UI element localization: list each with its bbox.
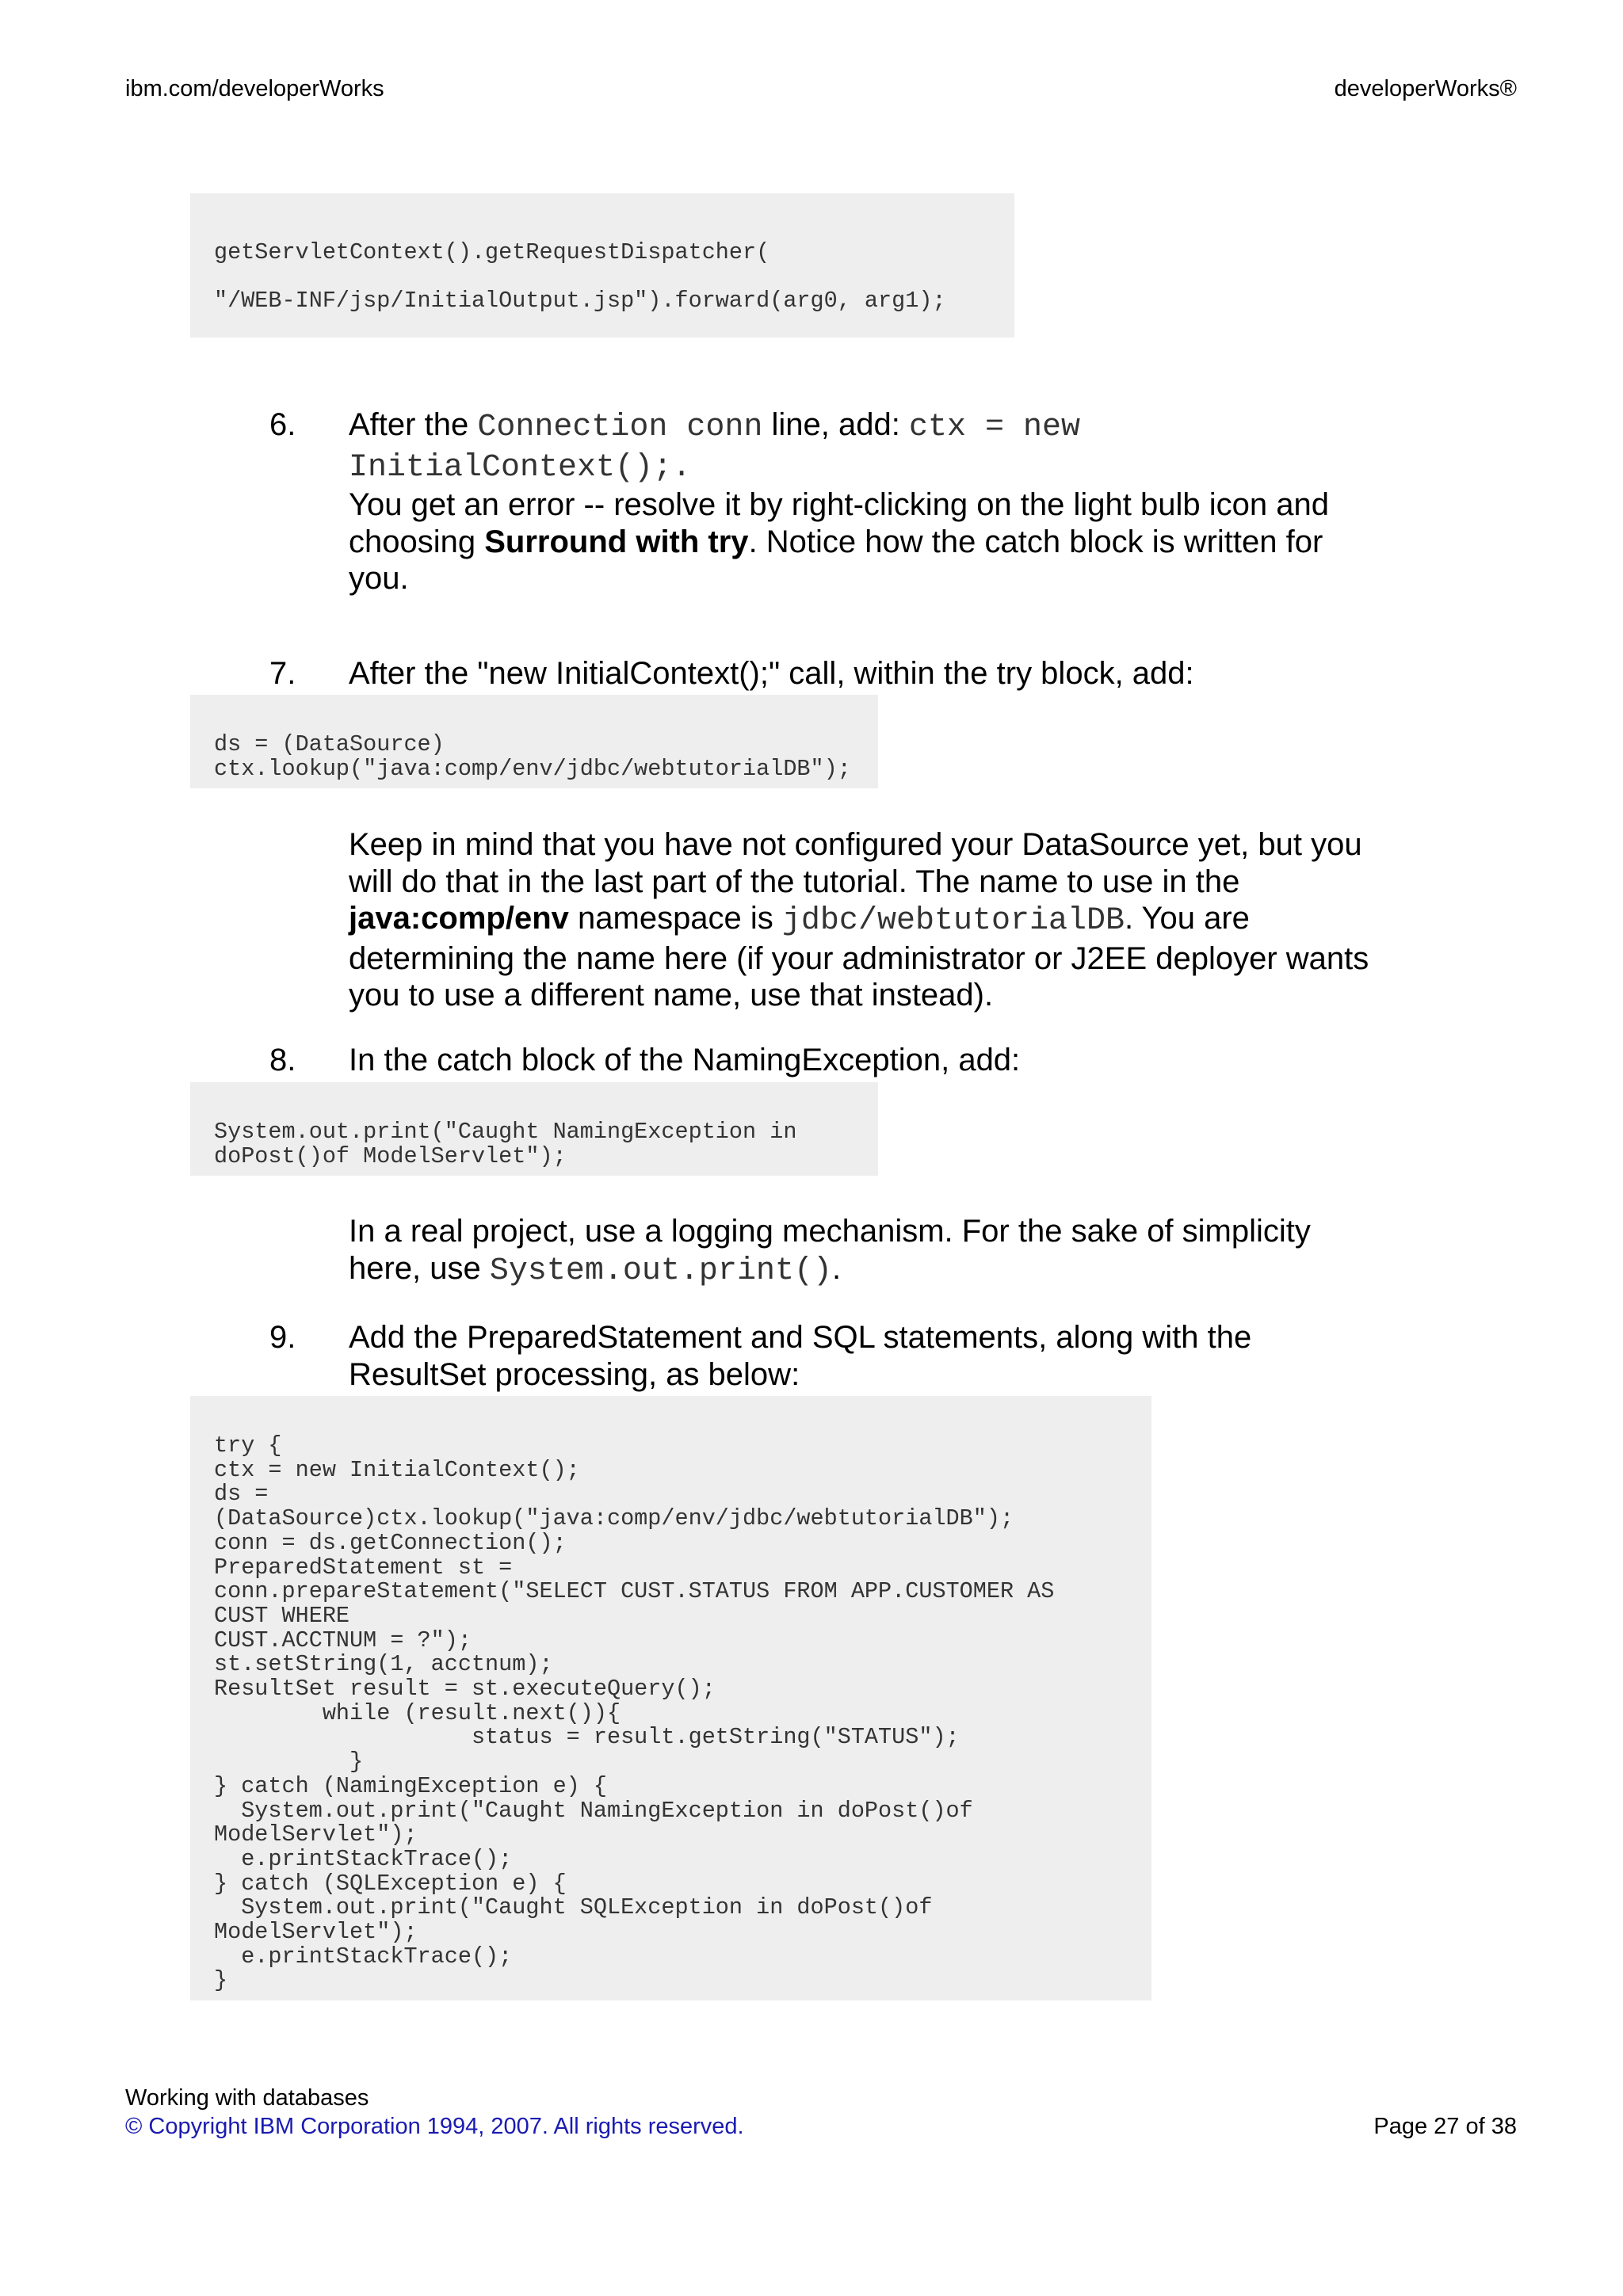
note-text: . You are [1125, 901, 1250, 936]
step-6-line-4 [349, 524, 1426, 561]
step-9-line: Add the PreparedStatement and SQL statements, along with the [349, 1320, 1252, 1355]
code-block-catch [190, 1082, 878, 1176]
code-line: } catch (SQLException e) { [214, 1870, 567, 1897]
step-6-text: line, add: [762, 407, 909, 442]
inline-code: InitialContext();. [349, 449, 692, 486]
inline-code: ctx = new [908, 410, 1080, 445]
step-9-text [349, 1319, 1426, 1393]
code-line: ModelServlet"); [214, 1919, 418, 1946]
step-7-note [349, 826, 1426, 1014]
code-line: e.printStackTrace(); [214, 1845, 513, 1872]
step-8-text: In the catch block of the NamingException, add: [349, 1043, 1021, 1077]
code-line: CUST.ACCTNUM = ?"); [214, 1627, 472, 1653]
step-6-text: choosing [349, 524, 485, 559]
code-line: } catch (NamingException e) { [214, 1772, 607, 1799]
note-line: will do that in the last part of the tutorial. The name to use in the [349, 864, 1240, 899]
step-8-number: 8. [269, 1043, 296, 1077]
note-line: Keep in mind that you have not configured your DataSource yet, but you [349, 827, 1362, 862]
code-line: } [214, 1749, 364, 1775]
step-7-text: After the "new InitialContext();" call, within the try block, add: [349, 656, 1194, 691]
code-line: doPost()of ModelServlet"); [214, 1142, 567, 1169]
code-line: st.setString(1, acctnum); [214, 1651, 553, 1678]
footer-doc-title: Working with databases [125, 2085, 369, 2111]
step-6-body [349, 406, 1426, 597]
step-9-number: 9. [269, 1320, 296, 1355]
header-site-link[interactable]: ibm.com/developerWorks [125, 76, 384, 101]
code-line: ds = (DataSource) [214, 731, 445, 757]
step-6-text: After the [349, 407, 478, 442]
step-6-number: 6. [269, 407, 296, 442]
code-line: (DataSource)ctx.lookup("java:comp/env/jdbc/webtutorialDB"); [214, 1505, 1014, 1532]
inline-code: Connection conn [477, 410, 763, 445]
code-line: ResultSet result = st.executeQuery(); [214, 1676, 716, 1703]
code-line: System.out.print("Caught NamingException in [214, 1119, 797, 1145]
note-text: . [831, 1250, 842, 1286]
inline-code: jdbc/webtutorialDB [781, 903, 1125, 939]
footer-copyright-link[interactable]: © Copyright IBM Corporation 1994, 2007. All rights reserved. [125, 2114, 744, 2139]
note-line: In a real project, use a logging mechanism. For the sake of simplicity [349, 1214, 1311, 1249]
code-block-lookup [190, 695, 878, 788]
code-line: status = result.getString("STATUS"); [214, 1724, 960, 1751]
code-line: ModelServlet"); [214, 1821, 418, 1848]
code-block-forward [190, 193, 1014, 338]
code-line: while (result.next()){ [214, 1699, 621, 1726]
code-line: try { [214, 1432, 282, 1459]
code-line: System.out.print("Caught NamingException in doPost()of [214, 1797, 973, 1824]
note-text: namespace is [568, 901, 782, 936]
footer-page-number: Page 27 of 38 [1373, 2114, 1517, 2139]
note-line: you to use a different name, use that instead). [349, 978, 994, 1013]
code-line: conn = ds.getConnection(); [214, 1529, 567, 1556]
code-line: conn.prepareStatement("SELECT CUST.STATUS FROM APP.CUSTOMER AS [214, 1578, 1055, 1605]
note-line: determining the name here (if your administrator or J2EE deployer wants [349, 940, 1369, 976]
code-line: System.out.print("Caught SQLException in doPost()of [214, 1894, 933, 1921]
step-8-note [349, 1213, 1426, 1290]
note-line [349, 1250, 1426, 1291]
code-block-try [190, 1396, 1151, 2000]
step-6-line-2 [349, 447, 1426, 487]
code-line: CUST WHERE [214, 1602, 350, 1629]
code-line: getServletContext().getRequestDispatcher( [214, 239, 770, 265]
note-text: here, use [349, 1250, 490, 1286]
step-7-number: 7. [269, 656, 296, 691]
step-6-text: . Notice how the catch block is written for [748, 524, 1323, 559]
code-line: } [214, 1967, 228, 1994]
step-9-line: ResultSet processing, as below: [349, 1356, 800, 1392]
step-6-line-1 [349, 406, 1426, 447]
code-line: ctx = new InitialContext(); [214, 1456, 580, 1483]
step-6-line-3: You get an error -- resolve it by right-clicking on the light bulb icon and [349, 487, 1329, 522]
code-line: PreparedStatement st = [214, 1554, 513, 1581]
code-line: "/WEB-INF/jsp/InitialOutput.jsp").forward(arg0, arg1); [214, 288, 946, 314]
step-6-line-5: you. [349, 561, 409, 596]
inline-code: System.out.print() [489, 1253, 832, 1289]
code-line: ds = [214, 1481, 269, 1508]
code-line: ctx.lookup("java:comp/env/jdbc/webtutorialDB"); [214, 755, 851, 782]
note-line [349, 900, 1426, 940]
header-brand: developerWorks® [1334, 76, 1517, 101]
emphasis-text: Surround with try [484, 524, 749, 559]
emphasis-text: java:comp/env [349, 901, 569, 936]
code-line: e.printStackTrace(); [214, 1943, 513, 1970]
